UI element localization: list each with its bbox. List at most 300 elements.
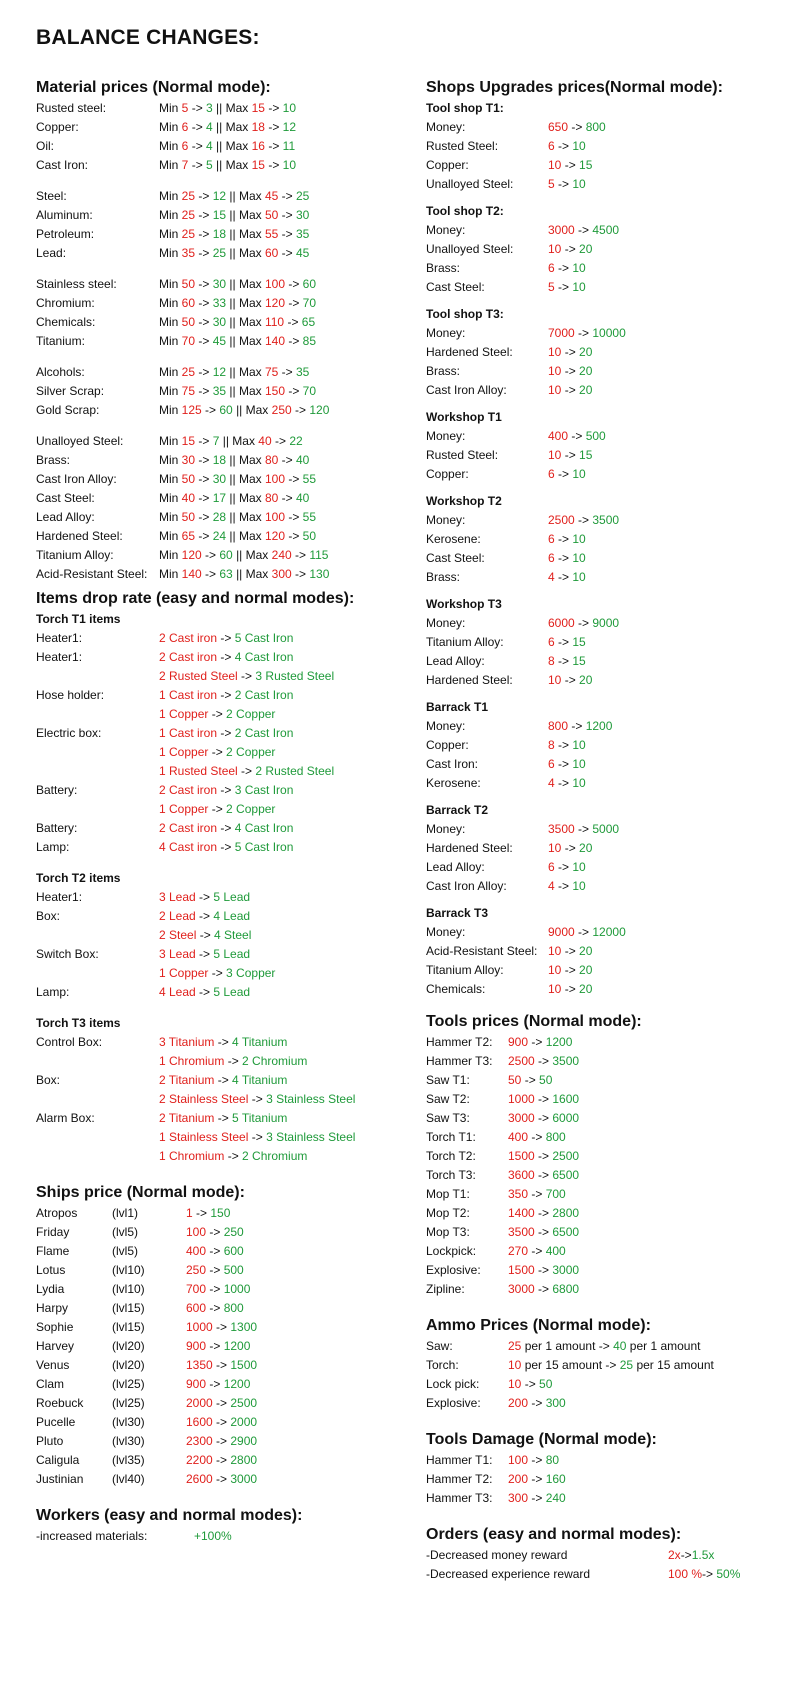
new-value: 2 Cast Iron <box>234 726 294 740</box>
row-label: Titanium Alloy: <box>426 963 504 977</box>
new-value: 50 <box>539 1073 553 1087</box>
row-value <box>159 470 316 489</box>
value-text: || Max <box>226 529 265 543</box>
old-value: 1 Copper <box>159 966 209 980</box>
value-text: -> <box>188 120 207 134</box>
change-row <box>36 724 396 743</box>
row-label: Rusted steel: <box>36 101 107 115</box>
old-value: 3 Lead <box>159 890 196 904</box>
ship-level: (lvl15) <box>112 1320 145 1334</box>
value-text: -> <box>201 548 220 562</box>
row-label: Clam <box>36 1377 65 1391</box>
value-text: || Max <box>212 120 252 134</box>
new-value: 6800 <box>552 1282 580 1296</box>
value-text: -> <box>264 139 283 153</box>
row-value <box>159 363 309 382</box>
value-text: || Max <box>226 365 265 379</box>
old-value: 240 <box>271 548 292 562</box>
old-value: 1 Chromium <box>159 1149 225 1163</box>
row-label: Acid-Resistant Steel: <box>36 567 148 581</box>
row-value <box>548 568 586 587</box>
value-text: -> <box>521 1377 540 1391</box>
old-value: 6 <box>181 139 189 153</box>
change-row <box>36 926 396 945</box>
change-row <box>426 1546 776 1565</box>
row-value <box>159 667 334 686</box>
value-text: -> <box>534 1206 553 1220</box>
change-row <box>426 839 776 858</box>
row-value <box>186 1413 257 1432</box>
new-value: 1000 <box>223 1282 251 1296</box>
spacer <box>426 690 776 698</box>
row-value <box>186 1261 244 1280</box>
old-value: 6 <box>181 120 189 134</box>
change-row <box>36 313 396 332</box>
change-row <box>426 1071 776 1090</box>
value-text: Min <box>159 120 182 134</box>
row-value <box>159 743 275 762</box>
row-value <box>548 549 586 568</box>
value-text: -> <box>554 757 573 771</box>
row-value <box>159 565 329 584</box>
value-text: -> <box>264 120 283 134</box>
row-value <box>159 629 293 648</box>
row-value <box>548 736 586 755</box>
value-text: -> <box>278 365 296 379</box>
row-label: Acid-Resistant Steel: <box>426 944 538 958</box>
row-label: Money: <box>426 719 466 733</box>
value-text: -> <box>285 277 303 291</box>
value-text: -> <box>528 1491 546 1505</box>
row-label: Electric box: <box>36 726 102 740</box>
old-value: 1 Copper <box>159 745 209 759</box>
row-value <box>159 800 275 819</box>
new-value: 35 <box>296 365 310 379</box>
old-value: 1400 <box>508 1206 535 1220</box>
old-value: 1 Rusted Steel <box>159 764 238 778</box>
value-text: -> <box>195 334 213 348</box>
row-label: Unalloyed Steel: <box>426 177 514 191</box>
ship-level: (lvl25) <box>112 1377 145 1391</box>
value-text: -> <box>278 189 296 203</box>
row-value <box>548 652 586 671</box>
row-label: Lamp: <box>36 840 70 854</box>
value-text: || Max <box>226 246 265 260</box>
change-row <box>426 820 776 839</box>
new-value: 40 <box>296 491 310 505</box>
row-value <box>508 1280 579 1299</box>
value-text: -> <box>574 326 593 340</box>
value-text: -> <box>212 1396 231 1410</box>
new-value: 12000 <box>592 925 626 939</box>
value-text: -> <box>212 1472 231 1486</box>
old-value: 1 Copper <box>159 802 209 816</box>
new-value: 60 <box>219 548 233 562</box>
old-value: 25 <box>181 227 196 241</box>
row-value <box>548 137 586 156</box>
row-label: Rusted Steel: <box>426 139 499 153</box>
row-value <box>186 1223 244 1242</box>
row-label: Gold Scrap: <box>36 403 100 417</box>
new-value: 1200 <box>585 719 613 733</box>
value-text: -> <box>285 510 303 524</box>
spacer <box>426 297 776 305</box>
old-value: 1 Chromium <box>159 1054 225 1068</box>
new-value: 6500 <box>552 1225 580 1239</box>
value-text: -> <box>214 1035 233 1049</box>
row-label: -Decreased money reward <box>426 1548 568 1562</box>
value-text: -> <box>201 567 220 581</box>
row-label: Harpy <box>36 1301 69 1315</box>
spacer <box>36 351 396 363</box>
new-value: 7 <box>212 434 220 448</box>
row-label: Lead: <box>36 246 67 260</box>
change-row <box>36 648 396 667</box>
value-text: -> <box>291 548 310 562</box>
value-text: -> <box>217 726 235 740</box>
new-value: 2 Rusted Steel <box>255 764 335 778</box>
new-value: 10 <box>572 177 586 191</box>
new-value: 4 Titanium <box>232 1073 288 1087</box>
value-text: -> <box>206 1244 224 1258</box>
change-row <box>36 137 396 156</box>
value-text: -> <box>561 345 580 359</box>
old-value: 100 <box>264 277 285 291</box>
change-row <box>36 1261 396 1280</box>
row-label: Cast Steel: <box>426 280 485 294</box>
row-label: Box: <box>36 909 61 923</box>
row-label: Kerosene: <box>426 532 481 546</box>
change-row <box>36 838 396 857</box>
new-value: 2000 <box>230 1415 258 1429</box>
new-value: 250 <box>223 1225 244 1239</box>
old-value: 50 <box>508 1073 522 1087</box>
row-label: Petroleum: <box>36 227 95 241</box>
row-value <box>159 1128 355 1147</box>
old-value: 60 <box>181 296 196 310</box>
value-text: -> <box>217 688 235 702</box>
new-value: 4500 <box>592 223 620 237</box>
row-value <box>159 451 309 470</box>
value-text: -> <box>528 1453 546 1467</box>
value-text: Min <box>159 315 182 329</box>
row-value <box>508 1204 579 1223</box>
change-row <box>426 1242 776 1261</box>
new-value: 5 Lead <box>213 947 251 961</box>
old-value: 25 <box>508 1339 522 1353</box>
change-row <box>36 527 396 546</box>
value-text: -> <box>528 1244 546 1258</box>
row-value <box>159 118 296 137</box>
spacer <box>426 484 776 492</box>
value-text: -> <box>248 1092 267 1106</box>
old-value: 10 <box>548 982 562 996</box>
old-value: 40 <box>258 434 272 448</box>
new-value: 4 Cast Iron <box>234 650 294 664</box>
row-label: Lotus <box>36 1263 66 1277</box>
row-label: Atropos <box>36 1206 78 1220</box>
value-text: -> <box>195 434 213 448</box>
value-text: -> <box>554 860 573 874</box>
new-value: 6500 <box>552 1168 580 1182</box>
section-title: Ammo Prices (Normal mode): <box>426 1317 651 1334</box>
value-text: -> <box>285 529 303 543</box>
value-text: -> <box>521 1073 540 1087</box>
change-row <box>426 717 776 736</box>
row-label: Control Box: <box>36 1035 103 1049</box>
value-text: -> <box>195 277 213 291</box>
value-text: -> <box>195 909 214 923</box>
spacer <box>426 896 776 904</box>
change-row <box>36 244 396 263</box>
new-value: 6000 <box>552 1111 580 1125</box>
old-value: 300 <box>508 1491 529 1505</box>
value-text: Min <box>159 334 182 348</box>
change-row <box>36 1033 396 1052</box>
value-text: Min <box>159 101 182 115</box>
old-value: 2 Rusted Steel <box>159 669 238 683</box>
ship-level: (lvl30) <box>112 1434 145 1448</box>
old-value: 10 <box>508 1358 522 1372</box>
new-value: 10 <box>572 757 586 771</box>
value-text: -> <box>285 334 303 348</box>
new-value: 3000 <box>230 1472 258 1486</box>
value-text: Min <box>159 189 182 203</box>
new-value: 28 <box>212 510 227 524</box>
row-value <box>508 1166 579 1185</box>
row-value <box>159 275 316 294</box>
value-text: -> <box>264 101 283 115</box>
old-value: 1 Cast iron <box>159 688 218 702</box>
row-value <box>508 1470 566 1489</box>
value-text: -> <box>212 1358 231 1372</box>
change-row <box>426 240 776 259</box>
value-text: -> <box>561 383 580 397</box>
row-label: Lamp: <box>36 985 70 999</box>
change-row <box>36 1356 396 1375</box>
row-label: Lead Alloy: <box>426 654 485 668</box>
old-value: 350 <box>508 1187 529 1201</box>
spacer <box>36 1166 396 1178</box>
value-text: -> <box>195 985 214 999</box>
change-row <box>36 546 396 565</box>
new-value: 20 <box>579 383 593 397</box>
spacer <box>36 1002 396 1014</box>
value-text: || Max <box>226 208 265 222</box>
row-value <box>548 446 592 465</box>
value-text: -> <box>208 745 227 759</box>
old-value: 65 <box>181 529 196 543</box>
row-value <box>159 888 250 907</box>
value-text: -> <box>554 879 573 893</box>
new-value: 160 <box>545 1472 566 1486</box>
row-label: Zipline: <box>426 1282 465 1296</box>
ship-level: (lvl30) <box>112 1415 145 1429</box>
row-label: Venus <box>36 1358 70 1372</box>
row-value <box>548 175 586 194</box>
row-label: Copper: <box>426 158 469 172</box>
new-value: 2800 <box>552 1206 580 1220</box>
old-value: 5 <box>548 280 555 294</box>
old-value: 3500 <box>508 1225 535 1239</box>
row-value <box>159 225 309 244</box>
row-label: Hammer T2: <box>426 1035 493 1049</box>
row-value <box>548 717 612 736</box>
value-text: -> <box>195 365 213 379</box>
value-text: -> <box>528 1187 546 1201</box>
value-text: -> <box>561 448 580 462</box>
new-value: 20 <box>579 673 593 687</box>
value-text: -> <box>284 315 302 329</box>
row-value <box>159 705 275 724</box>
value-text: || Max <box>226 227 265 241</box>
old-value: 15 <box>251 158 265 172</box>
old-value: 150 <box>264 384 285 398</box>
row-label: Chemicals: <box>426 982 486 996</box>
value-text: -> <box>195 453 213 467</box>
row-label: Chemicals: <box>36 315 96 329</box>
spacer <box>36 857 396 869</box>
row-value <box>508 1090 579 1109</box>
row-value <box>548 118 606 137</box>
change-row <box>426 259 776 278</box>
value-text: Min <box>159 491 182 505</box>
old-value: 10 <box>508 1377 522 1391</box>
change-row <box>36 470 396 489</box>
row-label: Pucelle <box>36 1415 76 1429</box>
old-value: 900 <box>186 1339 207 1353</box>
old-value: 3000 <box>548 223 575 237</box>
row-label: Aluminum: <box>36 208 93 222</box>
value-text: || Max <box>219 434 259 448</box>
change-row <box>426 858 776 877</box>
value-text: -> <box>574 223 593 237</box>
row-value <box>186 1204 230 1223</box>
row-value <box>159 508 316 527</box>
change-row <box>426 1204 776 1223</box>
row-value <box>159 156 296 175</box>
value-text: Min <box>159 158 182 172</box>
old-value: 140 <box>264 334 285 348</box>
change-row <box>426 961 776 980</box>
new-value: 10 <box>572 879 586 893</box>
old-value: 200 <box>508 1472 529 1486</box>
value-text: -> <box>554 280 573 294</box>
change-row <box>36 629 396 648</box>
row-label: Saw: <box>426 1339 453 1353</box>
old-value: 3 Titanium <box>159 1035 215 1049</box>
new-value: 50 <box>302 529 317 543</box>
new-value: 20 <box>579 242 593 256</box>
row-label: Chromium: <box>36 296 95 310</box>
row-value <box>548 839 592 858</box>
value-text: -> <box>212 1320 231 1334</box>
change-row <box>426 1147 776 1166</box>
value-text: || Max <box>232 548 272 562</box>
row-label: Money: <box>426 120 466 134</box>
new-value: 63 <box>219 567 233 581</box>
value-text: -> <box>271 434 290 448</box>
row-label: Mop T2: <box>426 1206 470 1220</box>
value-text: -> <box>278 246 296 260</box>
row-value <box>159 1071 287 1090</box>
subsection-title: Barrack T3 <box>426 906 489 920</box>
row-label: Switch Box: <box>36 947 99 961</box>
change-row <box>36 432 396 451</box>
new-value: 33 <box>212 296 227 310</box>
new-value: 30 <box>212 315 227 329</box>
row-value <box>548 671 592 690</box>
row-label: Alarm Box: <box>36 1111 95 1125</box>
change-row <box>36 1242 396 1261</box>
row-value <box>548 923 626 942</box>
value-text: -> <box>195 246 213 260</box>
value-text: -> <box>554 532 573 546</box>
old-value: 110 <box>264 315 285 329</box>
row-label: Titanium Alloy: <box>426 635 504 649</box>
row-label: Hammer T2: <box>426 1472 493 1486</box>
old-value: 10 <box>548 345 562 359</box>
value-text: || Max <box>226 334 265 348</box>
row-value <box>548 324 626 343</box>
old-value: 35 <box>181 246 196 260</box>
value-text: -> <box>534 1149 553 1163</box>
old-value: 15 <box>251 101 265 115</box>
new-value: 80 <box>545 1453 560 1467</box>
old-value: 6 <box>548 757 555 771</box>
old-value: 2 Steel <box>159 928 197 942</box>
row-value <box>548 156 592 175</box>
new-value: 2500 <box>552 1149 580 1163</box>
new-value: 2800 <box>230 1453 258 1467</box>
value-text: || Max <box>226 384 265 398</box>
new-value: 500 <box>585 429 606 443</box>
old-value: 4 Cast iron <box>159 840 218 854</box>
change-row <box>426 1280 776 1299</box>
row-label: Hardened Steel: <box>426 841 513 855</box>
new-value: 3500 <box>592 513 620 527</box>
change-row <box>426 980 776 999</box>
row-value <box>548 530 586 549</box>
new-value: 10 <box>572 139 586 153</box>
new-value: 20 <box>579 963 593 977</box>
new-value: 10000 <box>592 326 626 340</box>
new-value: 25 <box>296 189 310 203</box>
value-text: -> <box>568 719 586 733</box>
new-value: 10 <box>572 467 586 481</box>
new-value: 2 Chromium <box>242 1149 308 1163</box>
value-text: || Max <box>226 491 265 505</box>
value-text: -> <box>554 654 573 668</box>
row-value <box>668 1546 714 1565</box>
old-value: 2500 <box>508 1054 535 1068</box>
new-value: 5 <box>206 158 213 172</box>
old-value: 16 <box>251 139 265 153</box>
value-text: || Max <box>226 472 265 486</box>
row-value <box>508 1033 572 1052</box>
ship-level: (lvl5) <box>112 1244 138 1258</box>
row-value <box>159 819 293 838</box>
row-value <box>508 1261 579 1280</box>
old-value: 4 Lead <box>159 985 196 999</box>
row-value <box>186 1432 257 1451</box>
value-text: -> <box>206 1301 224 1315</box>
change-row <box>426 1337 776 1356</box>
row-value <box>508 1128 566 1147</box>
row-value <box>159 546 328 565</box>
value-text: Min <box>159 208 182 222</box>
value-text: Min <box>159 510 182 524</box>
